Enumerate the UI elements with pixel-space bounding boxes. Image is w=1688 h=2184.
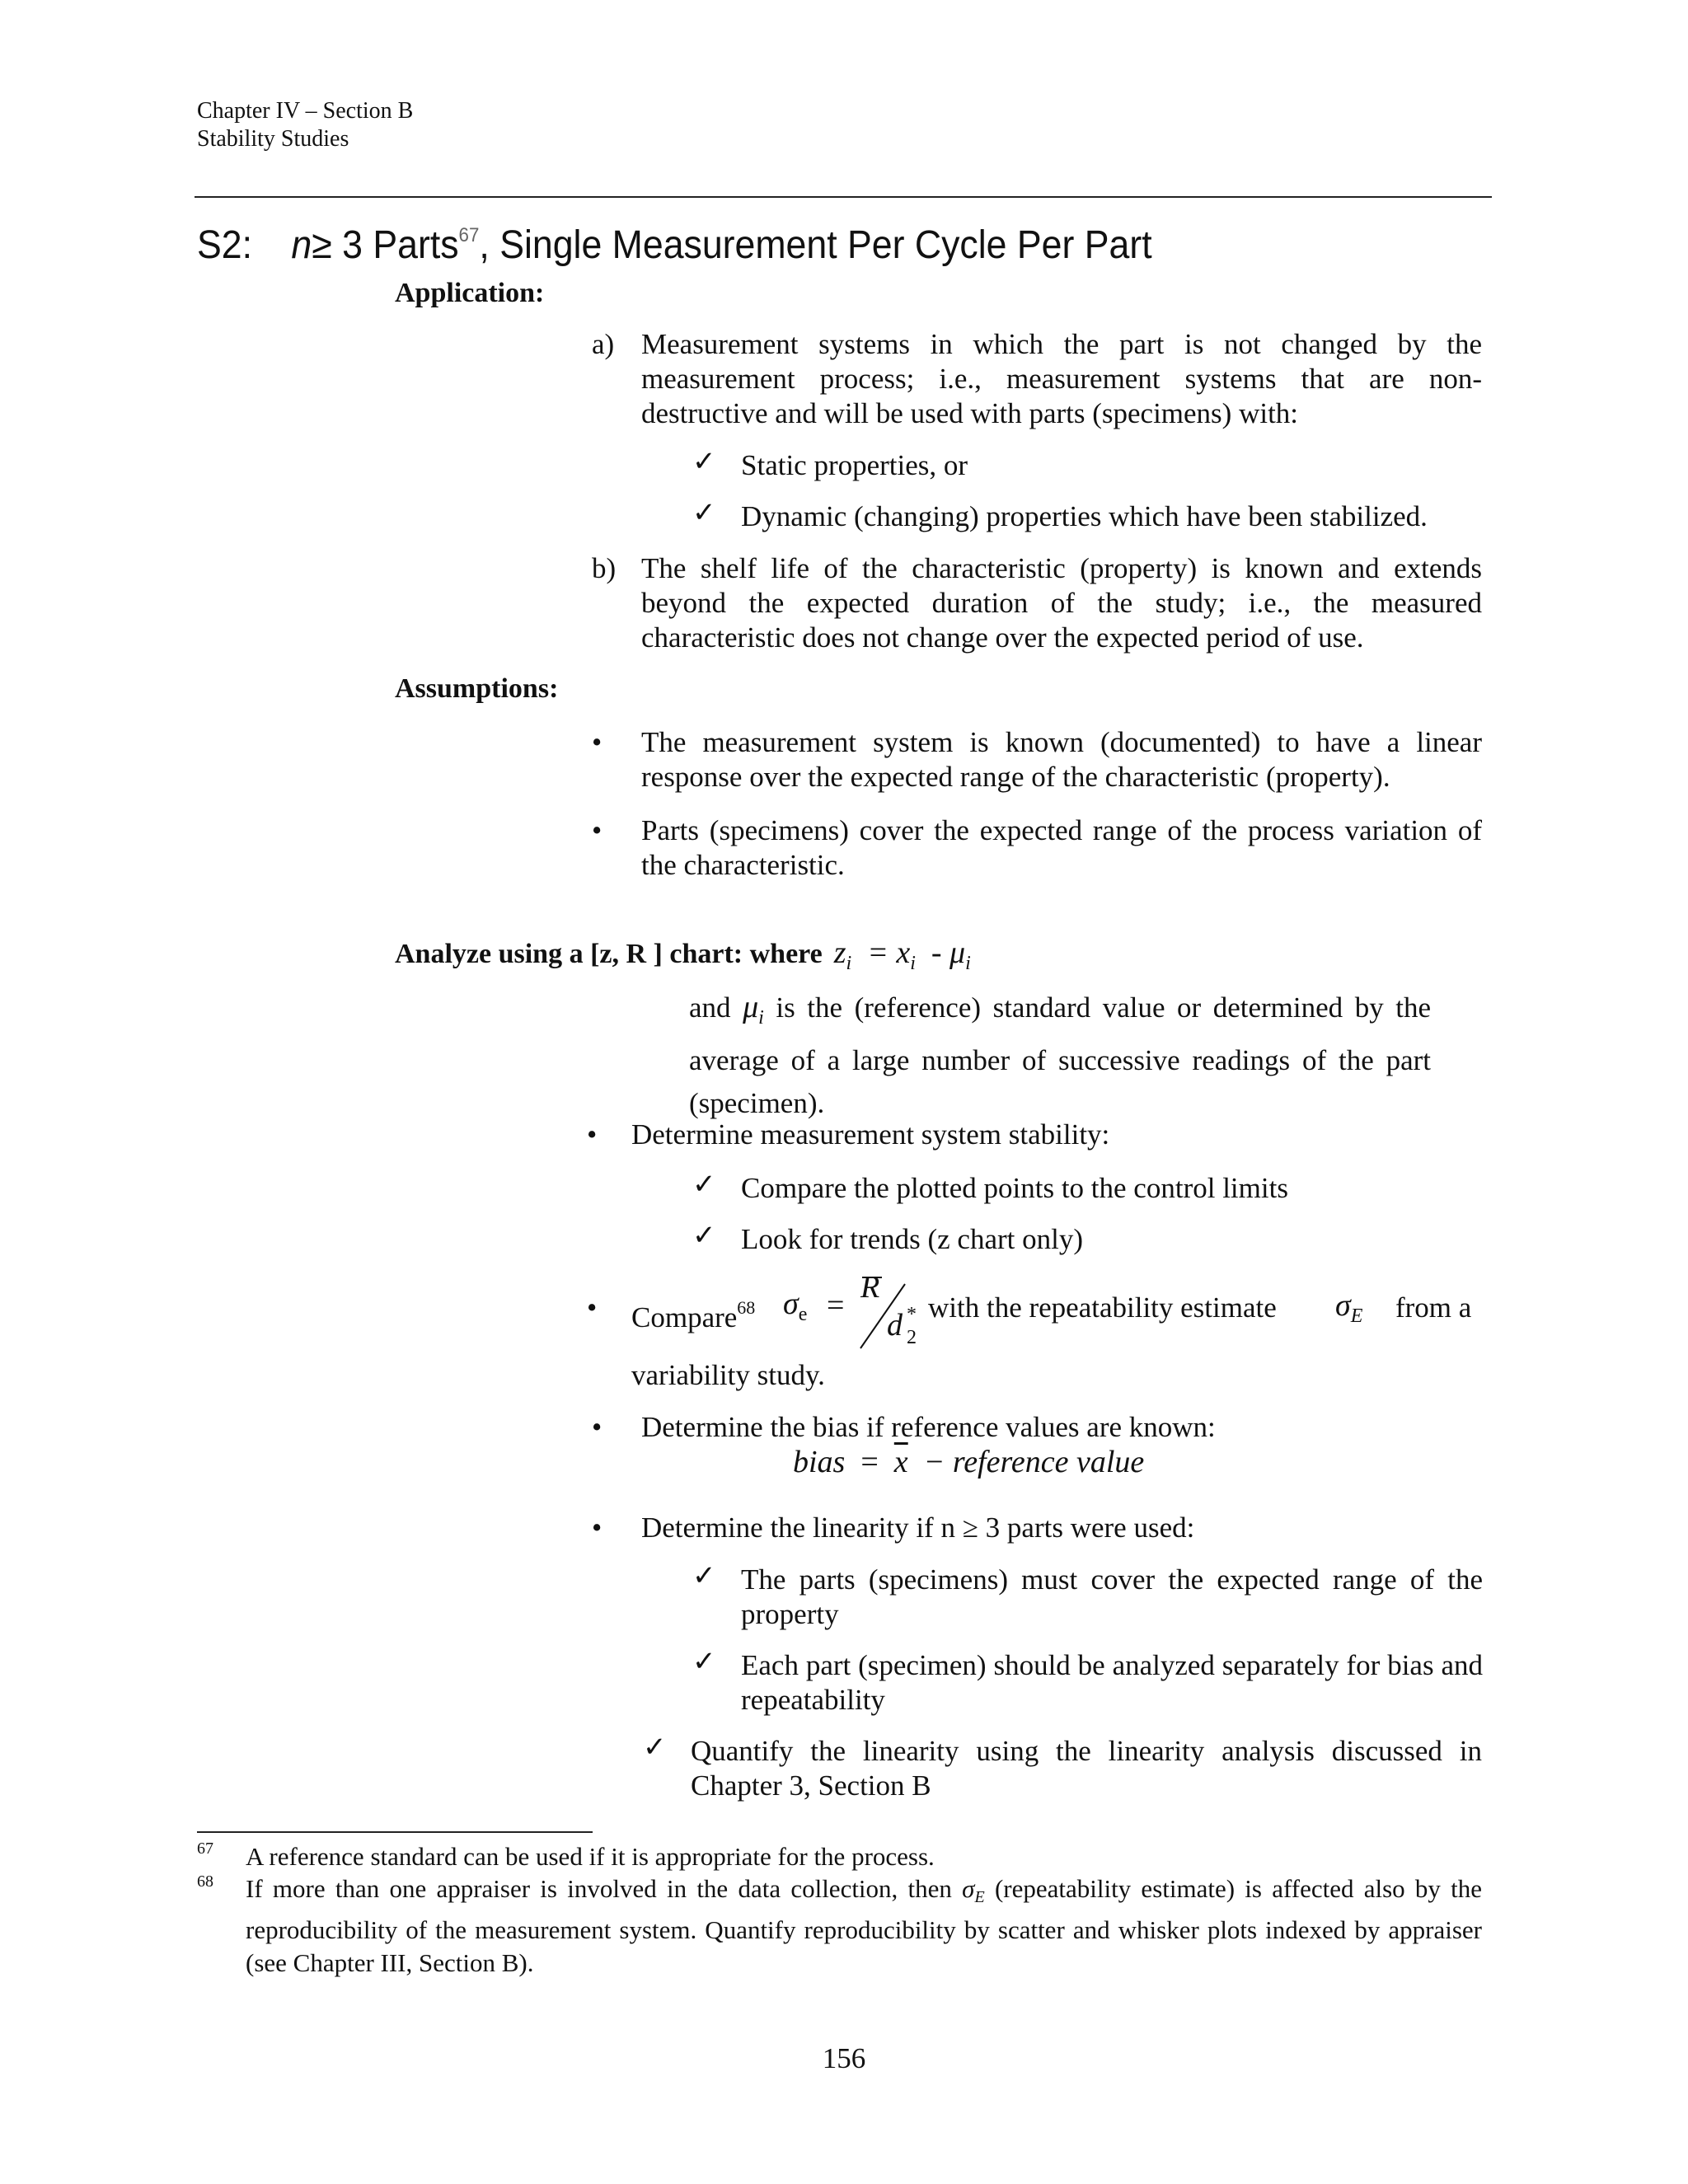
page-number: 156	[822, 2042, 866, 2074]
d-superscript: *	[907, 1304, 917, 1325]
footnote-number-68: 68	[197, 1872, 213, 1891]
check-icon: ✓	[692, 1647, 716, 1677]
footnote-sigma-sub: E	[974, 1888, 985, 1906]
sigma-E	[1335, 1287, 1362, 1328]
assumption-parts: Parts (specimens) cover the expected range of the process variation of the characteristic.	[641, 814, 1482, 881]
mu-sub: i	[758, 1007, 764, 1029]
bullet-icon: •	[592, 726, 603, 758]
check-separately: Each part (specimen) should be analyzed separately for bias and repeatability	[741, 1649, 1483, 1716]
footnote-68-text	[246, 1872, 1482, 1980]
equals-sign: =	[827, 1288, 845, 1323]
check-cover-range: The parts (specimens) must cover the expected range of the property	[741, 1563, 1483, 1630]
compare-word: Compare	[631, 1301, 738, 1333]
section-title	[197, 211, 1152, 270]
check-icon: ✓	[692, 1169, 716, 1200]
check-quantify: Quantify the linearity using the linearity analysis discussed in Chapter 3, Section B	[691, 1735, 1482, 1802]
item-a-text: Measurement systems in which the part is not changed by the measurement process; i.e., measurement systems that are non-destructive and will be used with parts (specimens) with:	[641, 328, 1482, 429]
bias-text: Determine the bias if reference values are known:	[641, 1411, 1216, 1443]
check-icon: ✓	[692, 1221, 716, 1251]
header-section: Stability Studies	[197, 126, 349, 152]
footnote-68-after: (repeatability estimate) is affected also by the reproducibility of the measurement system. Quantify reproducibility by scatter and whisker plots indexed by appraiser (see Chapter III, Section B).	[246, 1874, 1483, 1977]
header-chapter: Chapter IV – Section B	[197, 98, 414, 124]
bullet-icon: •	[592, 1511, 603, 1544]
check-icon: ✓	[692, 447, 716, 477]
sigma-E-sub: E	[1350, 1305, 1363, 1327]
mu-symbol	[743, 990, 764, 1029]
check-icon: ✓	[692, 1561, 716, 1591]
footnote-sigma: σ	[962, 1874, 975, 1903]
running-header	[197, 97, 413, 153]
check-item-dynamic: Dynamic (changing) properties which have been stabilized.	[741, 500, 1428, 532]
compare-line2: variability study.	[631, 1359, 825, 1391]
analyze-label: Analyze using a [z, R ] chart: where	[395, 939, 823, 969]
eq-z: z	[833, 935, 846, 970]
stability-text: Determine measurement system stability:	[631, 1118, 1110, 1151]
section-title-tail: , Single Measurement Per Cycle Per Part	[479, 223, 1152, 267]
bias-equals: =	[860, 1445, 879, 1479]
eq-sub-i: i	[910, 953, 916, 974]
assumptions-label: Assumptions:	[395, 673, 559, 704]
footnote-ref-68: 68	[737, 1297, 756, 1318]
bias-word: bias	[793, 1445, 846, 1479]
sigma-E-symbol: σ	[1335, 1288, 1351, 1323]
footnote-ref-67: 67	[458, 224, 480, 246]
sigma-e	[783, 1286, 807, 1326]
assumption-linear: The measurement system is known (documented) to have a linear response over the expected range of the characteristic (property).	[641, 726, 1482, 793]
item-a-marker: a)	[592, 328, 615, 360]
d-subscript: 2	[907, 1327, 917, 1348]
eq-sub-i: i	[846, 953, 852, 974]
x-bar: $\overline{x}$	[893, 1445, 908, 1479]
item-b-marker: b)	[592, 552, 617, 584]
check-item-static: Static properties, or	[741, 449, 968, 481]
linearity-text: Determine the linearity if n ≥ 3 parts were used:	[641, 1511, 1195, 1544]
fraction-denominator	[887, 1307, 903, 1343]
bullet-icon: •	[592, 1411, 603, 1443]
sigma-sub-e: e	[798, 1304, 808, 1325]
application-label: Application:	[395, 278, 545, 308]
bullet-icon: •	[587, 1118, 598, 1151]
mu: μ	[743, 990, 759, 1024]
check-control-limits: Compare the plotted points to the control limits	[741, 1172, 1288, 1204]
d: d	[887, 1308, 903, 1343]
bias-formula	[793, 1444, 1144, 1480]
bullet-icon: •	[587, 1291, 598, 1324]
footnote-68-sigma	[962, 1874, 985, 1906]
footnote-number-67: 67	[197, 1840, 213, 1858]
equation-z	[833, 935, 971, 974]
compare-prefix	[631, 1291, 755, 1335]
footnote-68-before: If more than one appraiser is involved in the data collection, then	[246, 1874, 952, 1903]
check-trends: Look for trends (z chart only)	[741, 1223, 1083, 1255]
compare-middle: with the repeatability estimate	[928, 1291, 1277, 1324]
check-icon: ✓	[643, 1732, 667, 1763]
eq-x: = x	[867, 935, 911, 970]
eq-mu: - μ	[931, 935, 966, 970]
header-divider	[195, 196, 1492, 198]
sigma: σ	[783, 1286, 799, 1321]
and-mu-paragraph	[689, 986, 1431, 1125]
section-number: S2:	[197, 223, 253, 267]
section-title-n: n	[291, 223, 312, 267]
footnote-67-text: A reference standard can be used if it is appropriate for the process.	[246, 1842, 935, 1871]
item-b-text: The shelf life of the characteristic (property) is known and extends beyond the expected duration of the study; i.e., the measured characteristic does not change over the expected period of use.	[641, 552, 1482, 654]
and-text: is the (reference) standard value or determined by the average of a large number of successive readings of the part (specimen).	[689, 991, 1432, 1119]
eq-sub-i: i	[965, 953, 971, 974]
analyze-line	[395, 935, 971, 975]
compare-suffix: from a	[1395, 1291, 1472, 1324]
footnote-divider	[197, 1831, 593, 1833]
bullet-icon: •	[592, 814, 603, 846]
check-icon: ✓	[692, 498, 716, 528]
fraction-numerator: R	[860, 1270, 880, 1305]
section-title-main: ≥ 3 Parts	[312, 223, 459, 267]
reference-value: − reference value	[923, 1445, 1145, 1479]
and-word: and	[689, 991, 731, 1024]
